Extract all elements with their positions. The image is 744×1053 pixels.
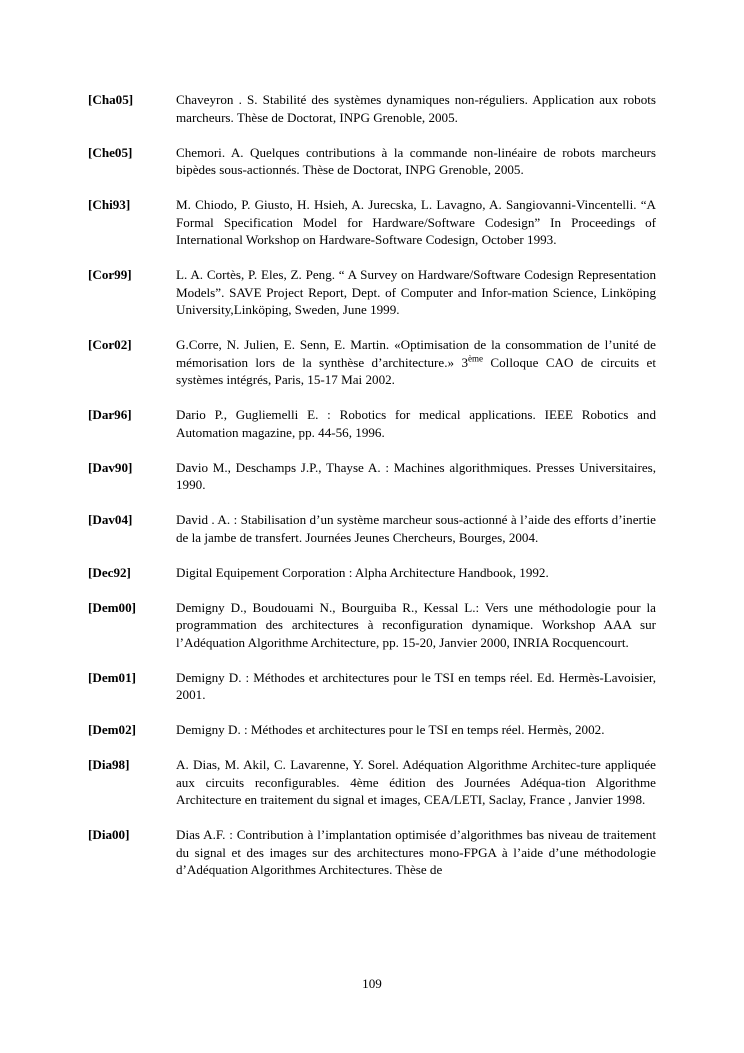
reference-key: [Dec92] [88,564,131,580]
reference-text: Digital Equipement Corporation : Alpha Architecture Handbook, 1992. [176,564,549,580]
reference-entry [88,144,656,179]
superscript: ème [468,353,483,364]
reference-key: [Dem01] [88,669,136,685]
reference-text: Demigny D. : Méthodes et architectures pour le TSI en temps réel. Ed. Hermès-Lavoisier, 2001. [176,669,656,702]
reference-text [176,336,656,389]
reference-key: [Dav04] [88,512,133,527]
reference-text: A. Dias, M. Akil, C. Lavarenne, Y. Sorel. Adéquation Algorithme Architec-ture appliquée aux circuits reconfigurables. 4ème édition des Journées Adéqua-tion Algorithme Architecture en traitement du signal et images, CEA/LETI, Saclay, France , Janvier 1998. [176,757,656,807]
reference-entry [88,336,656,389]
reference-text: Demigny D., Boudouami N., Bourguiba R., Kessal L.: Vers une méthodologie pour la programmation des architectures à reconfiguration dynamique. Workshop AAA sur l’Adéquation Algorithme Architecture, pp. 15-20, Janvier 2000, INRIA Rocquencourt. [176,599,656,650]
reference-entry [88,721,656,739]
reference-text: Dario P., Gugliemelli E. : Robotics for medical applications. IEEE Robotics and Automation magazine, pp. 44-56, 1996. [176,407,656,440]
reference-text-part: Colloque CAO de circuits et systèmes intégrés, Paris, 15-17 Mai 2002. [176,354,656,387]
reference-entry [88,511,656,546]
reference-key: [Dar96] [88,407,132,422]
reference-entry [88,91,656,126]
reference-entry [88,459,656,494]
reference-text: Chemori. A. Quelques contributions à la commande non-linéaire de robots marcheurs bipèdes sous-actionnés. Thèse de Doctorat, INPG Grenoble, 2005. [176,144,656,177]
reference-entry [88,266,656,319]
reference-key: [Cor02] [88,337,132,352]
reference-entry [88,756,656,809]
reference-key: [Dem02] [88,722,136,737]
reference-key: [Che05] [88,144,133,160]
reference-key: [Cor99] [88,267,132,282]
reference-key: [Dem00] [88,599,136,615]
reference-text: Demigny D. : Méthodes et architectures pour le TSI en temps réel. Hermès, 2002. [176,722,605,737]
reference-entry [88,564,656,582]
reference-text: David . A. : Stabilisation d’un système marcheur sous-actionné à l’aide des efforts d’inertie de la jambe de transfert. Journées Jeunes Chercheurs, Bourges, 2004. [176,512,656,545]
page-number: 109 [362,976,382,991]
reference-list [88,91,656,896]
reference-key: [Chi93] [88,197,131,212]
reference-text: L. A. Cortès, P. Eles, Z. Peng. “ A Survey on Hardware/Software Codesign Representation Models”. SAVE Project Report, Dept. of Computer and Infor-mation Science, Linköping University,Linköping, Sweden, June 1999. [176,267,656,317]
reference-text: Davio M., Deschamps J.P., Thayse A. : Machines algorithmiques. Presses Universitaires, 1990. [176,459,656,492]
reference-key: [Cha05] [88,92,134,107]
reference-key: [Dav90] [88,459,133,475]
reference-key: [Dia98] [88,757,130,772]
reference-entry [88,826,656,879]
reference-text-part: G.Corre, N. Julien, E. Senn, E. Martin. «Optimisation de la consommation de l’unité de mémorisation lors de la synthèse d’architecture.» 3 [176,337,656,370]
reference-entry [88,196,656,249]
reference-text: Dias A.F. : Contribution à l’implantation optimisée d’algorithmes bas niveau de traitement du signal et des images sur des architectures mono-FPGA à l’aide d’une méthodologie d’Adéquation Algorithmes Architectures. Thèse de [176,827,656,877]
reference-entry [88,669,656,704]
reference-entry [88,406,656,441]
reference-text: Chaveyron . S. Stabilité des systèmes dynamiques non-réguliers. Application aux robots marcheurs. Thèse de Doctorat, INPG Grenoble, 2005. [176,92,656,125]
reference-text: M. Chiodo, P. Giusto, H. Hsieh, A. Jurecska, L. Lavagno, A. Sangiovanni-Vincentelli. “A Formal Specification Model for Hardware/Software Codesign” In Proceedings of International Workshop on Hardware-Software Codesign, October 1993. [176,197,656,247]
reference-key: [Dia00] [88,827,130,842]
reference-entry [88,599,656,652]
